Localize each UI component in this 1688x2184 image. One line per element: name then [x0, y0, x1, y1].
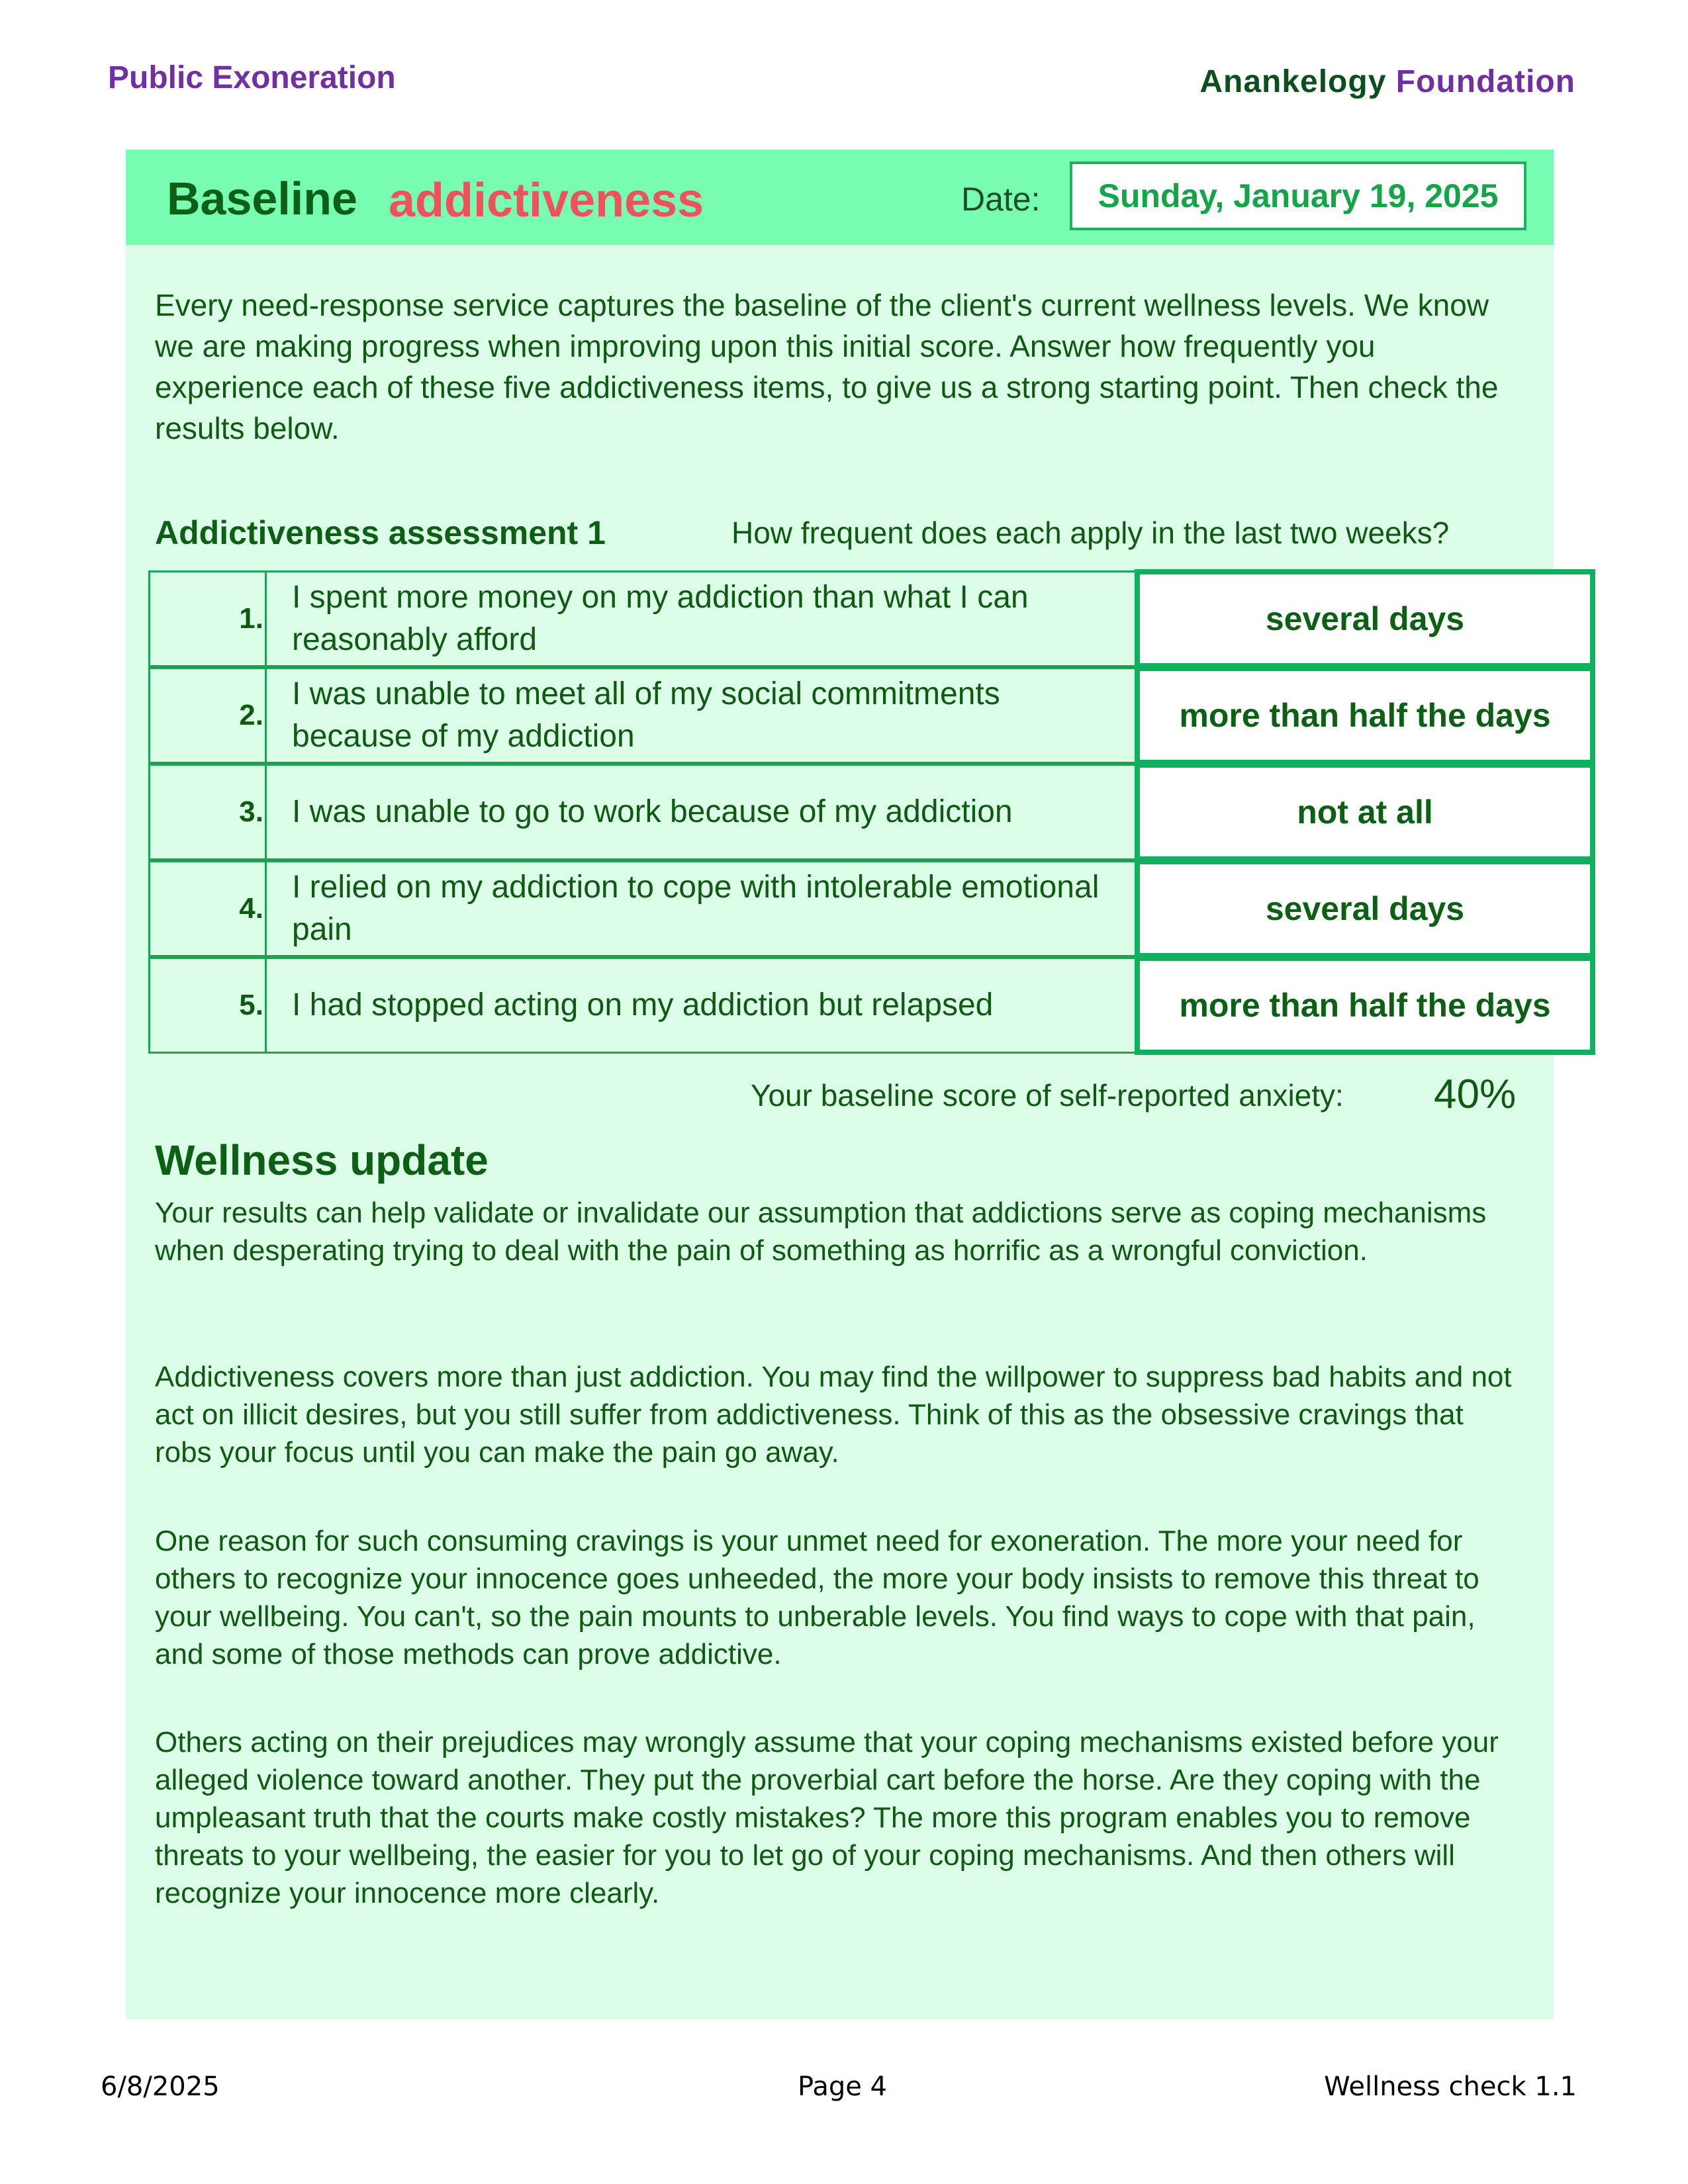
table-row: [148, 957, 1551, 1054]
assessment-question: How frequent does each apply in the last two weeks?: [731, 516, 1450, 550]
content-panel: [126, 150, 1554, 2019]
page-title-baseline: Baseline: [167, 173, 357, 224]
page-title-topic: addictiveness: [389, 174, 704, 227]
answer-dropdown[interactable]: several days: [1135, 569, 1595, 668]
wellness-paragraph: One reason for such consuming cravings is your unmet need for exoneration. The more your need for others to recognize your innocence goes unheeded, the more your body insists to remove this threat to your wellbeing. You can't, so the pain mounts to unberable levels. You find ways to cope with that pain, and some of those methods can prove addictive.: [155, 1525, 1479, 1670]
score-label: Your baseline score of self-reported anxiety:: [751, 1078, 1344, 1113]
header-org-part-1: Anankelogy: [1199, 64, 1387, 99]
wellness-paragraph: Your results can help validate or invalidate our assumption that addictions serve as coping mechanisms when desperating trying to deal with the pain of something as horrific as a wrongful conviction.: [155, 1197, 1487, 1267]
item-number: 1.: [148, 570, 266, 667]
answer-dropdown[interactable]: more than half the days: [1135, 666, 1595, 765]
item-statement: I spent more money on my addiction than what I can reasonably afford: [265, 570, 1137, 667]
table-row: [148, 860, 1500, 957]
header-organization: [1199, 64, 1575, 100]
header-program-name: Public Exoneration: [108, 60, 396, 95]
item-statement: I was unable to meet all of my social commitments because of my addiction: [265, 667, 1137, 764]
wellness-update-heading: Wellness update: [155, 1136, 489, 1184]
item-number: 4.: [148, 860, 266, 957]
answer-dropdown[interactable]: several days: [1135, 859, 1595, 958]
item-statement: I was unable to go to work because of my addiction: [265, 764, 1137, 860]
intro-paragraph: Every need-response service captures the baseline of the client's current wellness levels. We know we are making progress when improving upon this initial score. Answer how frequently you experience each of these five addictiveness items, to give us a strong starting point. Then check the results below.: [155, 288, 1499, 445]
title-band: [126, 150, 1554, 245]
table-row: [148, 667, 1551, 764]
table-row: [148, 764, 1500, 860]
item-statement: I relied on my addiction to cope with intolerable emotional pain: [265, 860, 1137, 957]
table-row: [148, 570, 1500, 667]
item-statement: I had stopped acting on my addiction but relapsed: [265, 957, 1137, 1054]
answer-dropdown[interactable]: not at all: [1135, 762, 1595, 862]
date-label: Date:: [961, 181, 1041, 218]
score-value: 40%: [1434, 1071, 1517, 1117]
header-org-part-2: Foundation: [1395, 64, 1575, 99]
assessment-title: Addictiveness assessment 1: [155, 514, 606, 551]
item-number: 2.: [148, 667, 266, 764]
date-field[interactable]: Sunday, January 19, 2025: [1070, 161, 1526, 230]
answer-dropdown[interactable]: more than half the days: [1135, 956, 1595, 1055]
wellness-paragraph: Others acting on their prejudices may wrongly assume that your coping mechanisms existed before your alleged violence toward another. They put the proverbial cart before the horse. Are they coping with the umpleasant truth that the courts make costly mistakes? The more this program enables you to remove threats to your wellbeing, the easier for you to let go of your coping mechanisms. And then others will recognize your innocence more clearly.: [155, 1726, 1499, 1909]
assessment-table: [148, 570, 1551, 1056]
item-number: 3.: [148, 764, 266, 860]
footer-document-version: Wellness check 1.1: [1324, 2071, 1577, 2102]
footer-date: 6/8/2025: [101, 2071, 220, 2102]
wellness-paragraph: Addictiveness covers more than just addiction. You may find the willpower to suppress bad habits and not act on illicit desires, but you still suffer from addictiveness. Think of this as the obsessive cravings that robs your focus until you can make the pain go away.: [155, 1361, 1512, 1469]
footer-page-number: Page 4: [798, 2071, 887, 2102]
item-number: 5.: [148, 957, 266, 1054]
